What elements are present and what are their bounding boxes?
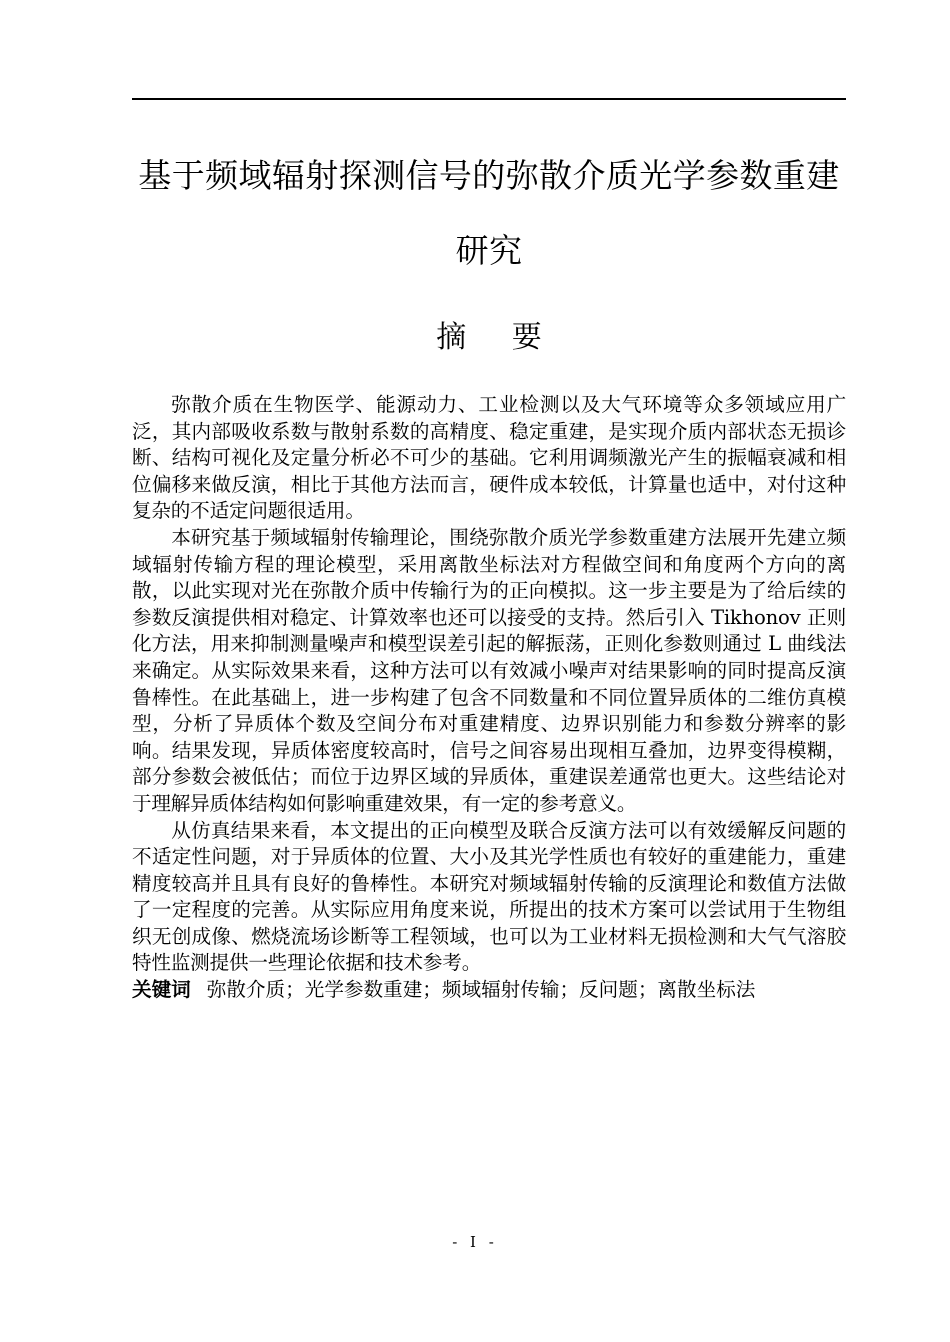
keywords-list: 弥散介质；光学参数重建；频域辐射传输；反问题；离散坐标法 <box>206 978 756 1002</box>
document-title-line-1: 基于频域辐射探测信号的弥散介质光学参数重建 <box>138 156 840 195</box>
abstract-paragraph-1: 弥散介质在生物医学、能源动力、工业检测以及大气环境等众多领域应用广泛，其内部吸收系数与散射系数的高精度、稳定重建，是实现介质内部状态无损诊断、结构可视化及定量分析必不可少的基础。它利用调频激光产生的振幅衰减和相位偏移来做反演，相比于其他方法而言，硬件成本较低，计算量也适中，对付这种复杂的不适定问题很适用。 <box>132 393 846 523</box>
abstract-body <box>132 392 846 1004</box>
keywords-line <box>132 977 846 1004</box>
abstract-paragraph-2: 本研究基于频域辐射传输理论，围绕弥散介质光学参数重建方法展开先建立频域辐射传输方程的理论模型，采用离散坐标法对方程做空间和角度两个方向的离散，以此实现对光在弥散介质中传输行为的正向模拟。这一步主要是为了给后续的参数反演提供相对稳定、计算效率也还可以接受的支持。然后引入 Tikhonov 正则化方法，用来抑制测量噪声和模型误差引起的解振荡，正则化参数则通过 L 曲线法来确定。从实际效果来看，这种方法可以有效减小噪声对结果影响的同时提高反演鲁棒性。在此基础上，进一步构建了包含不同数量和不同位置异质体的二维仿真模型，分析了异质体个数及空间分布对重建精度、边界识别能力和参数分辨率的影响。结果发现，异质体密度较高时，信号之间容易出现相互叠加，边界变得模糊，部分参数会被低估；而位于边界区域的异质体，重建误差通常也更大。这些结论对于理解异质体结构如何影响重建效果，有一定的参考意义。 <box>132 525 846 815</box>
page-number: - I - <box>452 1233 498 1251</box>
abstract-heading: 摘 要 <box>436 320 560 355</box>
document-title-line-2: 研究 <box>455 231 523 270</box>
keywords-label: 关键词 <box>132 978 191 1002</box>
header-rule <box>132 98 846 100</box>
abstract-paragraph-3: 从仿真结果来看，本文提出的正向模型及联合反演方法可以有效缓解反问题的不适定性问题，对于异质体的位置、大小及其光学性质也有较好的重建能力，重建精度较高并且具有良好的鲁棒性。本研究对频域辐射传输的反演理论和数值方法做了一定程度的完善。从实际应用角度来说，所提出的技术方案可以尝试用于生物组织无创成像、燃烧流场诊断等工程领域，也可以为工业材料无损检测和大气气溶胶特性监测提供一些理论依据和技术参考。 <box>132 818 846 975</box>
